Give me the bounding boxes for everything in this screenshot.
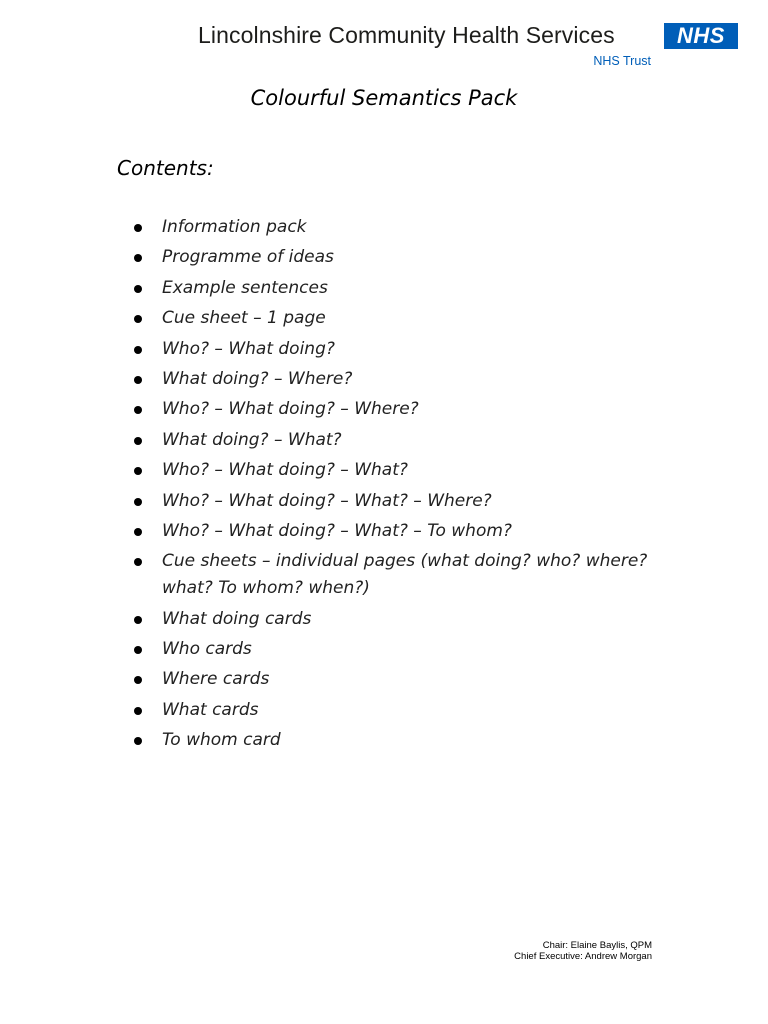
bullet-icon xyxy=(134,737,142,745)
list-item xyxy=(130,214,670,241)
contents-list xyxy=(130,214,670,758)
bullet-icon xyxy=(134,346,142,354)
list-item-label: What doing cards xyxy=(162,608,312,629)
bullet-icon xyxy=(134,224,142,232)
list-item xyxy=(130,548,670,602)
list-item xyxy=(130,336,670,363)
bullet-icon xyxy=(134,467,142,475)
bullet-icon xyxy=(134,528,142,536)
list-item xyxy=(130,305,670,332)
bullet-icon xyxy=(134,707,142,715)
list-item xyxy=(130,366,670,393)
list-item-label: Who? – What doing? – What? – To whom? xyxy=(162,520,512,541)
list-item-label: What doing? – What? xyxy=(162,429,342,450)
list-item-label: Information pack xyxy=(162,217,307,237)
footer xyxy=(514,940,652,962)
list-item xyxy=(130,727,670,754)
list-item xyxy=(130,606,670,633)
bullet-icon xyxy=(134,616,142,624)
bullet-icon xyxy=(134,376,142,384)
bullet-icon xyxy=(134,646,142,654)
organisation-name: Lincolnshire Community Health Services xyxy=(198,22,615,48)
list-item-label: What doing? – Where? xyxy=(162,368,353,389)
list-item xyxy=(130,636,670,663)
bullet-icon xyxy=(134,285,142,293)
list-item xyxy=(130,457,670,484)
list-item-label: To whom card xyxy=(162,730,281,751)
footer-chief-executive: Chief Executive: Andrew Morgan xyxy=(514,951,652,962)
list-item-label: Programme of ideas xyxy=(162,247,334,268)
list-item xyxy=(130,488,670,515)
bullet-icon xyxy=(134,558,142,566)
bullet-icon xyxy=(134,437,142,445)
bullet-icon xyxy=(134,676,142,684)
bullet-icon xyxy=(134,315,142,323)
bullet-icon xyxy=(134,406,142,414)
list-item xyxy=(130,518,670,545)
trust-label: NHS Trust xyxy=(593,54,651,68)
list-item-label: Cue sheets – individual pages (what doing? who? where? what? To whom? when?) xyxy=(162,551,648,599)
list-item-label: Who? – What doing? xyxy=(162,338,335,359)
list-item-label: Who? – What doing? – What? – Where? xyxy=(162,490,492,511)
bullet-icon xyxy=(134,254,142,262)
list-item-label: Cue sheet – 1 page xyxy=(162,308,326,329)
list-item xyxy=(130,427,670,454)
list-item xyxy=(130,275,670,302)
nhs-logo: NHS xyxy=(664,23,738,49)
list-item-label: What cards xyxy=(162,699,259,720)
list-item xyxy=(130,396,670,423)
list-item-label: Example sentences xyxy=(162,277,328,298)
list-item xyxy=(130,244,670,271)
list-item-label: Who cards xyxy=(162,639,252,660)
footer-chair: Chair: Elaine Baylis, QPM xyxy=(542,940,652,951)
bullet-icon xyxy=(134,498,142,506)
contents-heading: Contents: xyxy=(117,156,214,180)
list-item-label: Who? – What doing? – What? xyxy=(162,460,408,481)
list-item-label: Where cards xyxy=(162,669,270,690)
list-item xyxy=(130,666,670,693)
document-title: Colourful Semantics Pack xyxy=(250,86,518,110)
list-item xyxy=(130,697,670,724)
list-item-label: Who? – What doing? – Where? xyxy=(162,399,419,420)
